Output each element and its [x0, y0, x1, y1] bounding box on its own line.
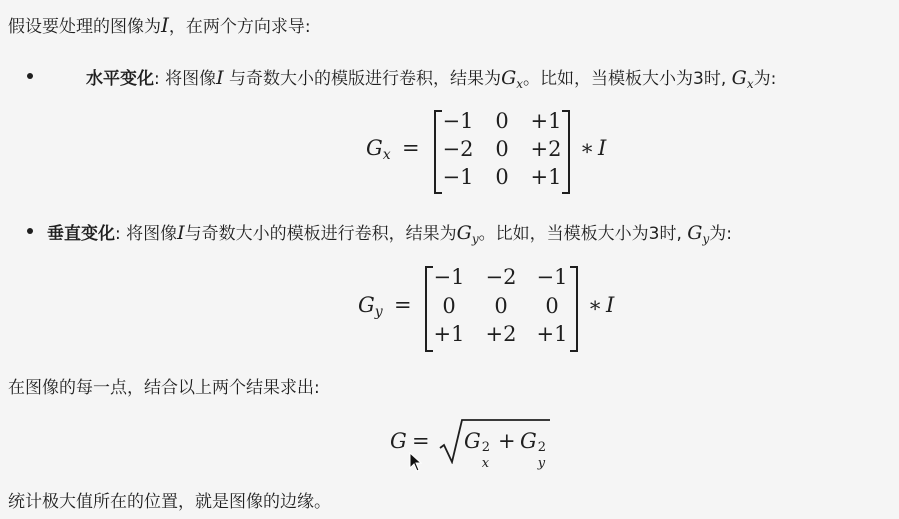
horizontal-var2-sub: x [746, 77, 754, 91]
vertical-text1: : 将图像 [115, 224, 178, 244]
g-lhs: G [390, 429, 407, 453]
g-plus: + [498, 429, 516, 453]
vertical-var2: G [687, 222, 703, 244]
gy-op: ∗ [588, 293, 603, 317]
g-term2: G 2 y [520, 429, 547, 471]
gy-cell: 0 [545, 294, 559, 318]
gy-cell: +2 [485, 322, 517, 346]
gy-cell: −1 [536, 265, 568, 289]
vertical-text3: 。比如，当模板大小为3时, [478, 224, 688, 244]
gx-cell: −2 [442, 137, 474, 161]
vertical-label: 垂直变化 [47, 224, 115, 244]
horizontal-var2: G [731, 67, 747, 89]
conclusion-line [8, 487, 331, 512]
gx-cell: −1 [442, 109, 474, 133]
g-equals: = [412, 429, 430, 453]
gx-rhs: I [598, 136, 607, 160]
g-term1: G 2 x [464, 429, 491, 471]
gy-equals: = [394, 293, 412, 317]
gy-cell: −1 [433, 265, 465, 289]
intro-var: I [161, 13, 169, 37]
gx-lhs: $G_x$ [366, 136, 391, 163]
gx-cell: 0 [495, 165, 509, 189]
combine-line [8, 373, 320, 398]
gy-cell: +1 [536, 322, 568, 346]
gx-cell: −1 [442, 165, 474, 189]
intro-tail: ，在两个方向求导: [168, 17, 311, 37]
gx-cell: 0 [495, 137, 509, 161]
conclusion-text: 统计极大值所在的位置，就是图像的边缘。 [8, 492, 331, 512]
horizontal-text1: : 将图像 [154, 69, 217, 89]
vertical-result: G [456, 222, 472, 244]
horizontal-text4: 为: [753, 69, 777, 89]
horizontal-result-sub: x [516, 77, 524, 91]
gx-cell: 0 [495, 109, 509, 133]
gy-lhs: $G_y$ [358, 293, 383, 320]
intro-text: 假设要处理的图像为 [8, 17, 161, 37]
bullet-horizontal [27, 73, 33, 79]
horizontal-result: G [501, 67, 517, 89]
horizontal-text2: 与奇数大小的模版进行卷积，结果为 [223, 69, 502, 89]
gy-cell: 0 [494, 294, 508, 318]
gx-op: ∗ [580, 136, 595, 160]
gx-cell: +1 [530, 165, 562, 189]
bullet-vertical [27, 228, 33, 234]
horizontal-label: 水平变化 [86, 69, 154, 89]
mouse-cursor-icon [409, 452, 423, 472]
vertical-result-sub: y [471, 232, 479, 246]
intro-line [8, 12, 311, 37]
gx-cell: +1 [530, 109, 562, 133]
gy-cell: −2 [485, 265, 517, 289]
vertical-text2: 与奇数大小的模板进行卷积，结果为 [184, 224, 457, 244]
vertical-var1: I [177, 222, 185, 244]
gy-cell: 0 [442, 294, 456, 318]
vertical-text4: 为: [709, 224, 732, 244]
horizontal-text3: 。比如，当模板大小为3时, [523, 69, 732, 89]
gx-cell: +2 [530, 137, 562, 161]
vertical-var2-sub: y [702, 232, 710, 246]
vertical-line [47, 219, 732, 246]
horizontal-var1: I [216, 67, 224, 89]
combine-text: 在图像的每一点，结合以上两个结果求出: [8, 378, 320, 398]
gy-cell: +1 [433, 322, 465, 346]
gx-equals: = [402, 136, 420, 160]
gy-rhs: I [606, 293, 615, 317]
horizontal-line [86, 64, 776, 91]
